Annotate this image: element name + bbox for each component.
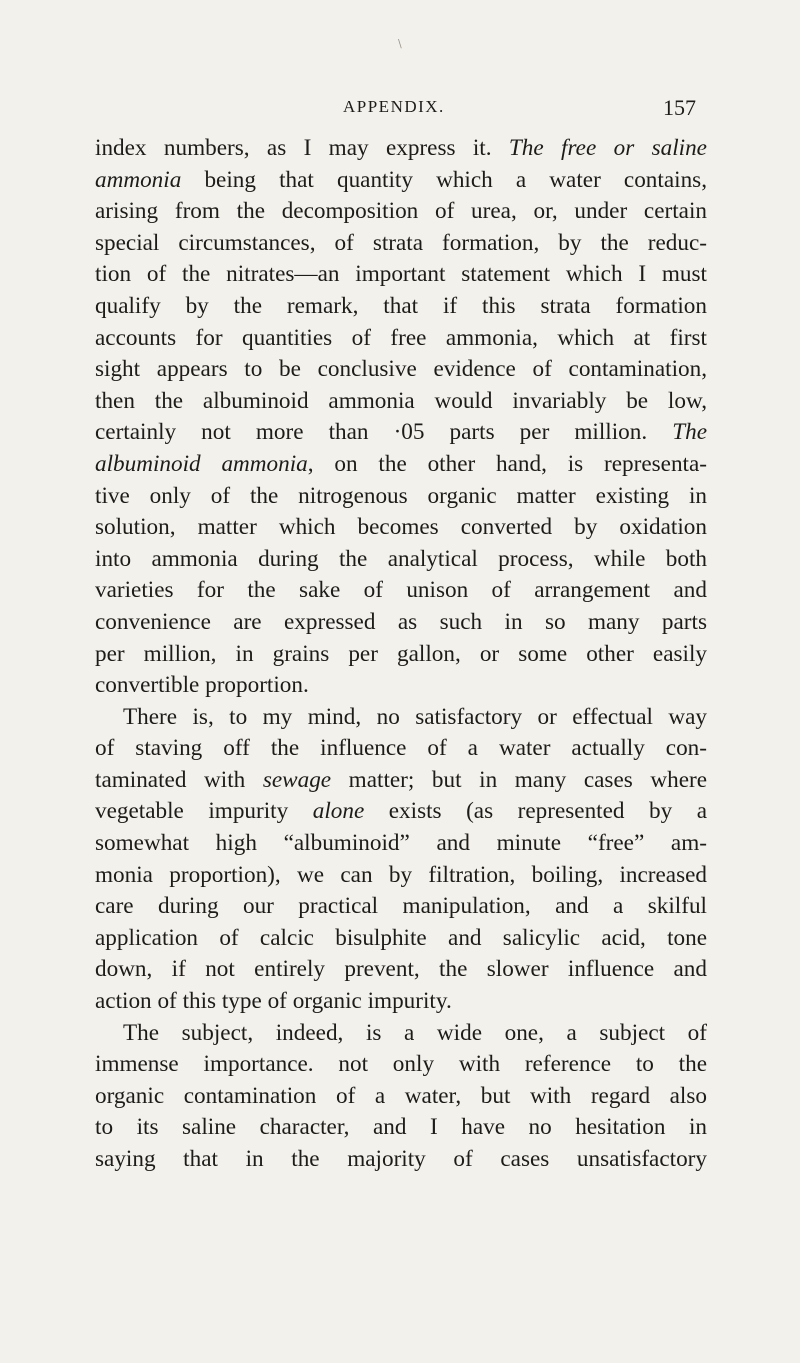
text-line: accounts for quantities of free ammonia, which at first: [95, 324, 707, 351]
text-line: convenience are expressed as such in so many parts: [95, 608, 707, 635]
body-text: [95, 133, 707, 1176]
line-segment: being that quantity which a water contains,: [181, 166, 707, 193]
text-line: convertible proportion.: [95, 672, 309, 699]
line-segment: index numbers, as I may express it.: [95, 135, 509, 161]
text-line: sight appears to be conclusive evidence of contamination,: [95, 356, 707, 383]
line-segment: vegetable impurity: [95, 798, 313, 825]
text-line: [95, 133, 707, 165]
text-line: varieties for the sake of unison of arrangement and: [95, 577, 707, 604]
italic-phrase: sewage: [262, 766, 332, 793]
line-segment: certainly not more than ·05 parts per million.: [95, 419, 673, 446]
text-line: arising from the decomposition of urea, or, under certain: [95, 198, 707, 225]
line-segment: exists (as represented by a: [364, 798, 707, 825]
text-line: action of this type of organic impurity.: [95, 988, 452, 1015]
text-line: somewhat high “albuminoid” and minute “free” am-: [95, 830, 707, 857]
text-line: solution, matter which becomes converted by oxidation: [95, 514, 707, 541]
line-segment: , on the other hand, is representa-: [307, 450, 707, 477]
text-line: special circumstances, of strata formation, by the reduc-: [95, 229, 707, 256]
italic-phrase: The: [672, 419, 707, 446]
text-line: organic contamination of a water, but with regard also: [95, 1082, 707, 1109]
italic-phrase: alone: [312, 798, 365, 825]
line-segment: matter; but in many cases where: [331, 766, 708, 793]
text-line: The subject, indeed, is a wide one, a subject of: [123, 1019, 707, 1046]
text-line: saying that in the majority of cases unsatisfactory: [95, 1146, 707, 1172]
text-line: tion of the nitrates—an important statement which I must: [95, 261, 707, 288]
text-line: into ammonia during the analytical process, while both: [95, 545, 707, 572]
text-line: application of calcic bisulphite and salicylic acid, tone: [95, 924, 707, 951]
text-line: immense importance. not only with reference to the: [95, 1051, 707, 1078]
italic-phrase: ammonia: [95, 166, 182, 193]
text-line: [95, 765, 707, 797]
text-line: [95, 449, 707, 481]
text-line: qualify by the remark, that if this strata formation: [95, 292, 707, 319]
running-head: APPENDIX.: [343, 97, 445, 116]
text-line: to its saline character, and I have no hesitation in: [95, 1114, 707, 1141]
text-line: [95, 796, 707, 828]
line-segment: taminated with: [95, 766, 263, 793]
print-mark: \: [398, 37, 402, 50]
text-line: There is, to my mind, no satisfactory or effectual way: [123, 703, 707, 730]
italic-phrase: albuminoid ammonia: [95, 450, 308, 477]
page-number: 157: [663, 95, 696, 120]
text-line: [95, 165, 707, 197]
text-line: monia proportion), we can by filtration, boiling, increased: [95, 861, 707, 888]
text-line: of staving off the influence of a water actually con-: [95, 735, 707, 762]
page-header: [0, 95, 800, 123]
text-line: care during our practical manipulation, and a skilful: [95, 893, 707, 920]
text-line: then the albuminoid ammonia would invariably be low,: [95, 387, 707, 414]
text-line: tive only of the nitrogenous organic matter existing in: [95, 482, 707, 509]
text-line: down, if not entirely prevent, the slower influence and: [95, 956, 707, 983]
text-line: per million, in grains per gallon, or some other easily: [95, 640, 707, 667]
italic-phrase: The free or saline: [508, 135, 707, 161]
text-line: [95, 417, 707, 449]
